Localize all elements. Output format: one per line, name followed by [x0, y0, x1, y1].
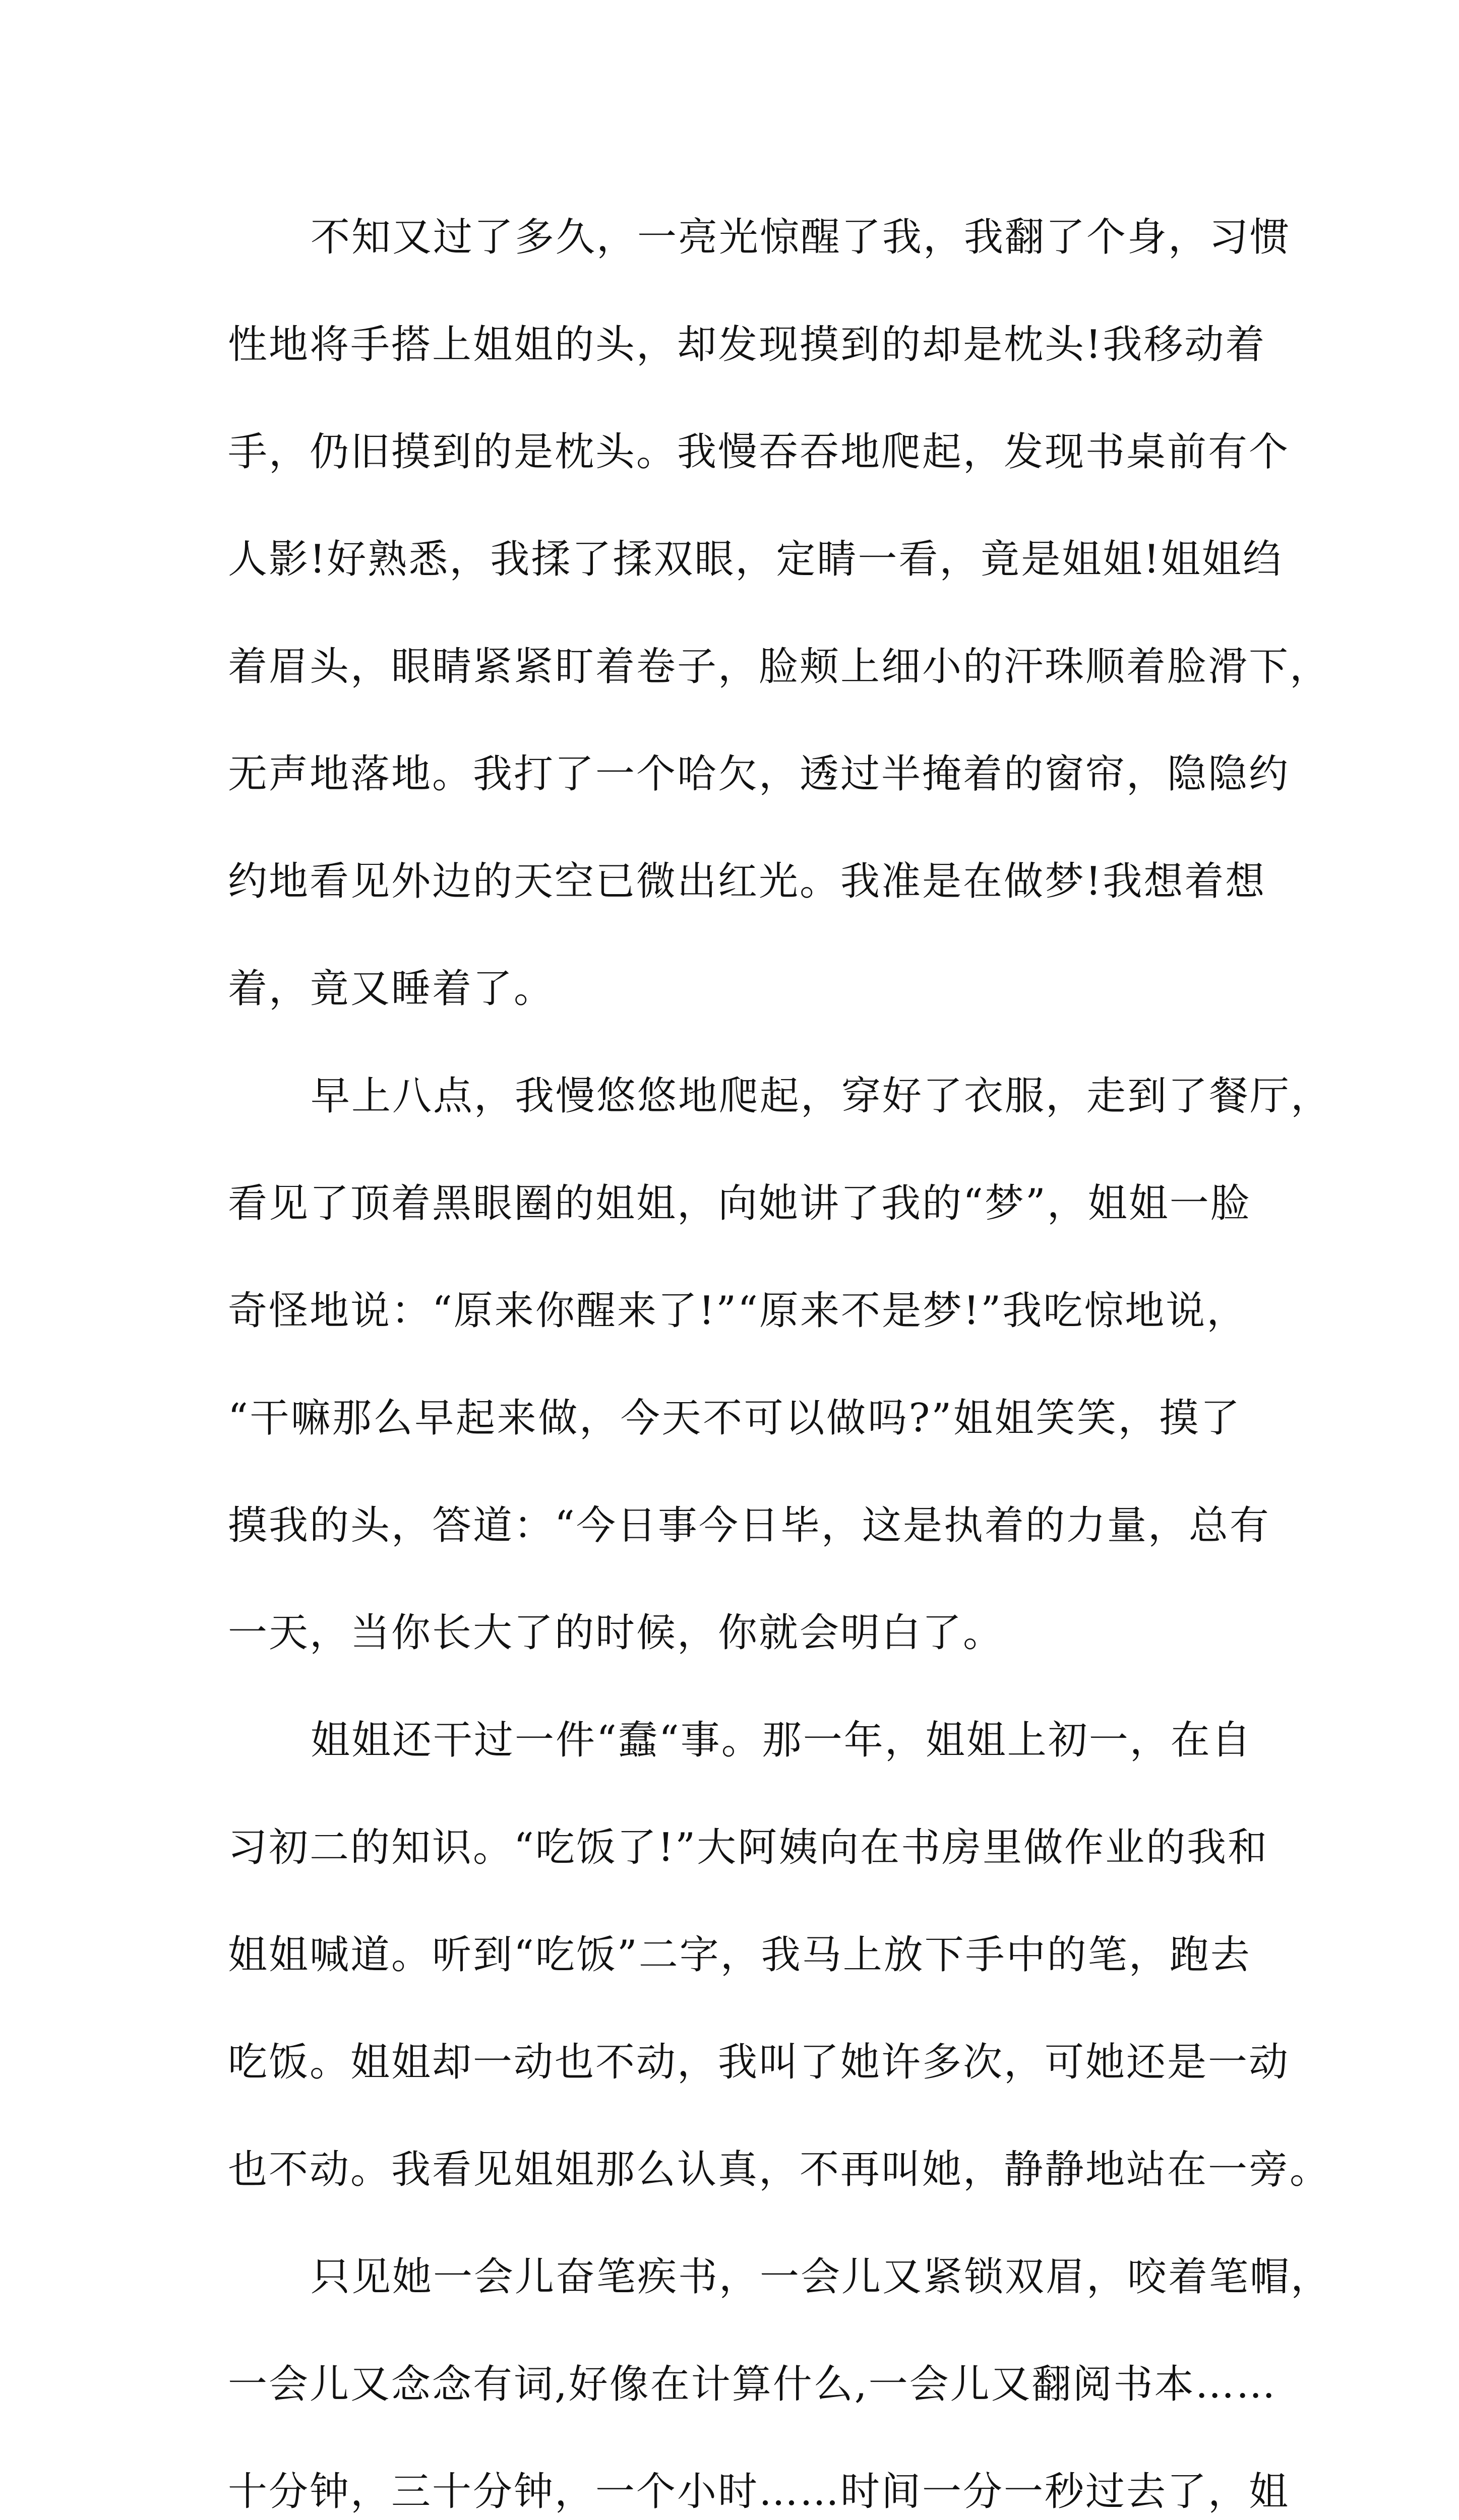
text-line: 看见了顶着黑眼圈的姐姐，向她讲了我的“梦”，姐姐一脸 [228, 1181, 1251, 1226]
text-line: 手，仍旧摸到的是枕头。我慢吞吞地爬起，发现书桌前有个 [228, 429, 1290, 475]
text-line: 吃饭。姐姐却一动也不动，我叫了她许多次，可她还是一动 [228, 2040, 1290, 2085]
text-line: 十分钟，三十分钟，一个小时……时间一分一秒过去了，姐 [228, 2469, 1290, 2514]
text-line: 早上八点，我慢悠悠地爬起，穿好了衣服，走到了餐厅， [311, 1074, 1332, 1119]
text-line: 一天，当你长大了的时候，你就会明白了。 [228, 1610, 1004, 1656]
text-line: 奇怪地说：“原来你醒来了!”“原来不是梦!”我吃惊地说， [228, 1288, 1248, 1334]
body-text [228, 184, 1332, 2520]
text-line: “干嘛那么早起来做，今天不可以做吗?”姐姐笑笑，摸了 [228, 1396, 1241, 1441]
text-line: 不知又过了多久，一亮光惊醒了我，我翻了个身，习惯 [311, 215, 1291, 260]
text-line: 只见她一会儿奋笔疾书，一会儿又紧锁双眉，咬着笔帽， [311, 2254, 1332, 2300]
text-line: 人影!好熟悉，我揉了揉双眼，定睛一看，竟是姐姐!姐姐绉 [228, 537, 1284, 582]
text-line: 姐姐还干过一件“蠢“事。那一年，姐姐上初一，在自 [311, 1718, 1252, 1763]
text-line: 着，竟又睡着了。 [228, 966, 555, 1012]
text-line: 也不动。我看见姐姐那么认真，不再叫她，静静地站在一旁。 [228, 2147, 1331, 2192]
text-line: 性地将手搭上姐姐的头，却发现摸到的却是枕头!我移动着 [228, 322, 1266, 367]
text-line: 摸我的头，答道：“今日事今日毕，这是执着的力量，总有 [228, 1503, 1270, 1548]
text-line: 姐姐喊道。听到“吃饭”二字，我马上放下手中的笔，跑去 [228, 1932, 1251, 1978]
text-line: 习初二的知识。“吃饭了!”大阿姨向在书房里做作业的我和 [228, 1825, 1269, 1870]
text-line: 着眉头，眼睛紧紧盯着卷子，脸颊上细小的汗珠顺着脸滑下， [228, 644, 1331, 689]
text-line: 一会儿又念念有词,好像在计算什么,一会儿又翻阅书本…… [228, 2362, 1277, 2407]
text-line: 无声地落地。我打了一个哈欠，透过半掩着的窗帘，隐隐约 [228, 751, 1290, 797]
text-line: 约地看见外边的天空已微出红光。我准是在做梦!我想着想 [228, 859, 1266, 904]
